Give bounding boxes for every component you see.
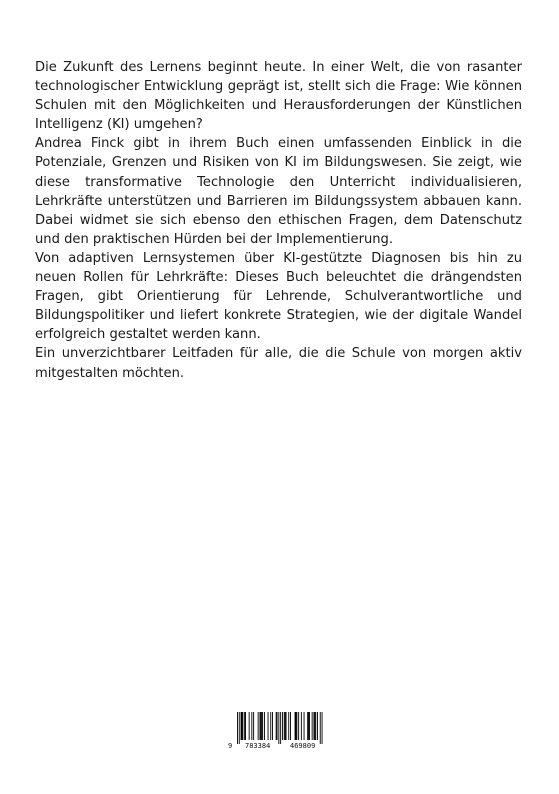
barcode-bar [304, 712, 305, 740]
barcode-bar [298, 712, 299, 740]
barcode-bar [295, 712, 296, 740]
barcode-bar [270, 712, 271, 740]
barcode-bars [228, 712, 332, 744]
barcode-bar [260, 712, 261, 740]
barcode-bar [309, 712, 310, 740]
barcode-bar [251, 712, 252, 740]
barcode-bar [301, 712, 302, 740]
barcode-bar [260, 712, 261, 740]
barcode-bar [258, 712, 259, 740]
barcode-bar [282, 712, 283, 740]
barcode-digits [228, 741, 332, 752]
barcode-bar [272, 712, 273, 740]
barcode-bar [296, 712, 297, 740]
barcode-bar [290, 712, 291, 740]
barcode-bar [262, 712, 263, 740]
barcode-digit-left-group: 783384 [245, 742, 271, 750]
barcode-bar [288, 712, 289, 740]
barcode-bar [242, 712, 243, 740]
barcode-bar [261, 712, 262, 740]
barcode-bar [312, 712, 313, 740]
barcode-bar [249, 712, 250, 740]
barcode-bar [264, 712, 265, 740]
blurb-paragraph-closing: Ein unverzichtbarer Leitfaden für alle, die die Schule von morgen aktiv mitgestalten möchten. [35, 346, 522, 381]
barcode-bar [314, 712, 315, 740]
barcode-digit-right-group: 469809 [290, 742, 316, 750]
barcode-guard-bar [320, 712, 321, 744]
barcode-guard-bar [280, 712, 281, 744]
barcode-bar [314, 712, 315, 740]
blurb-paragraph-author: Andrea Finck gibt in ihrem Buch einen umfassenden Einblick in die Potenziale, Grenzen und Risiken von KI im Bildungswesen. Sie zeigt, wie diese transformative Technologie den Unterricht individualisieren, Lehrkräfte unterstützen und Barrieren im Bildungssystem abbauen kann. Dabei widmet sie sich ebenso den ethischen Fragen, dem Datenschutz und den praktischen Hürden bei der Implementierung. [35, 136, 522, 247]
isbn-barcode [228, 712, 332, 752]
barcode-bar [242, 712, 243, 740]
barcode-bar [317, 712, 318, 740]
barcode-guard-bar [239, 712, 240, 744]
barcode-bar [244, 712, 245, 740]
blurb-paragraph-intro: Die Zukunft des Lernens beginnt heute. In einer Welt, die von rasanter technologischer Entwicklung geprägt ist, stellt sich die Frage: Wie können Schulen mit den Möglichkeiten und Herausforderungen der Künstlichen Intelligenz (KI) umgehen? [35, 60, 522, 133]
barcode-guard-bar [278, 712, 279, 744]
barcode-bar [285, 712, 286, 740]
barcode-bar [315, 712, 316, 740]
barcode-bar [253, 712, 254, 740]
barcode-bar [276, 712, 277, 740]
barcode-bar [308, 712, 309, 740]
barcode-bar [284, 712, 285, 740]
blurb-paragraph-topics: Von adaptiven Lernsystemen über KI-gestützte Diagnosen bis hin zu neuen Rollen für Lehrkräfte: Dieses Buch beleuchtet die drängendsten Fragen, gibt Orientierung für Lehrende, Schulverantwortliche und Bildungspolitiker und liefert konkrete Strategien, wie der digitale Wandel erfolgreich gestaltet werden kann. [35, 250, 522, 343]
barcode-bar [241, 712, 242, 740]
barcode-guard-bar [322, 712, 323, 744]
barcode-bar [286, 712, 287, 740]
blurb-text [35, 58, 522, 383]
barcode-bar [296, 712, 297, 740]
barcode-bar [268, 712, 269, 740]
barcode-bar [277, 712, 278, 740]
barcode-bar [307, 712, 308, 740]
barcode-guard-bar [237, 712, 238, 744]
barcode-digit-first: 9 [228, 742, 233, 750]
barcode-bar [245, 712, 246, 740]
